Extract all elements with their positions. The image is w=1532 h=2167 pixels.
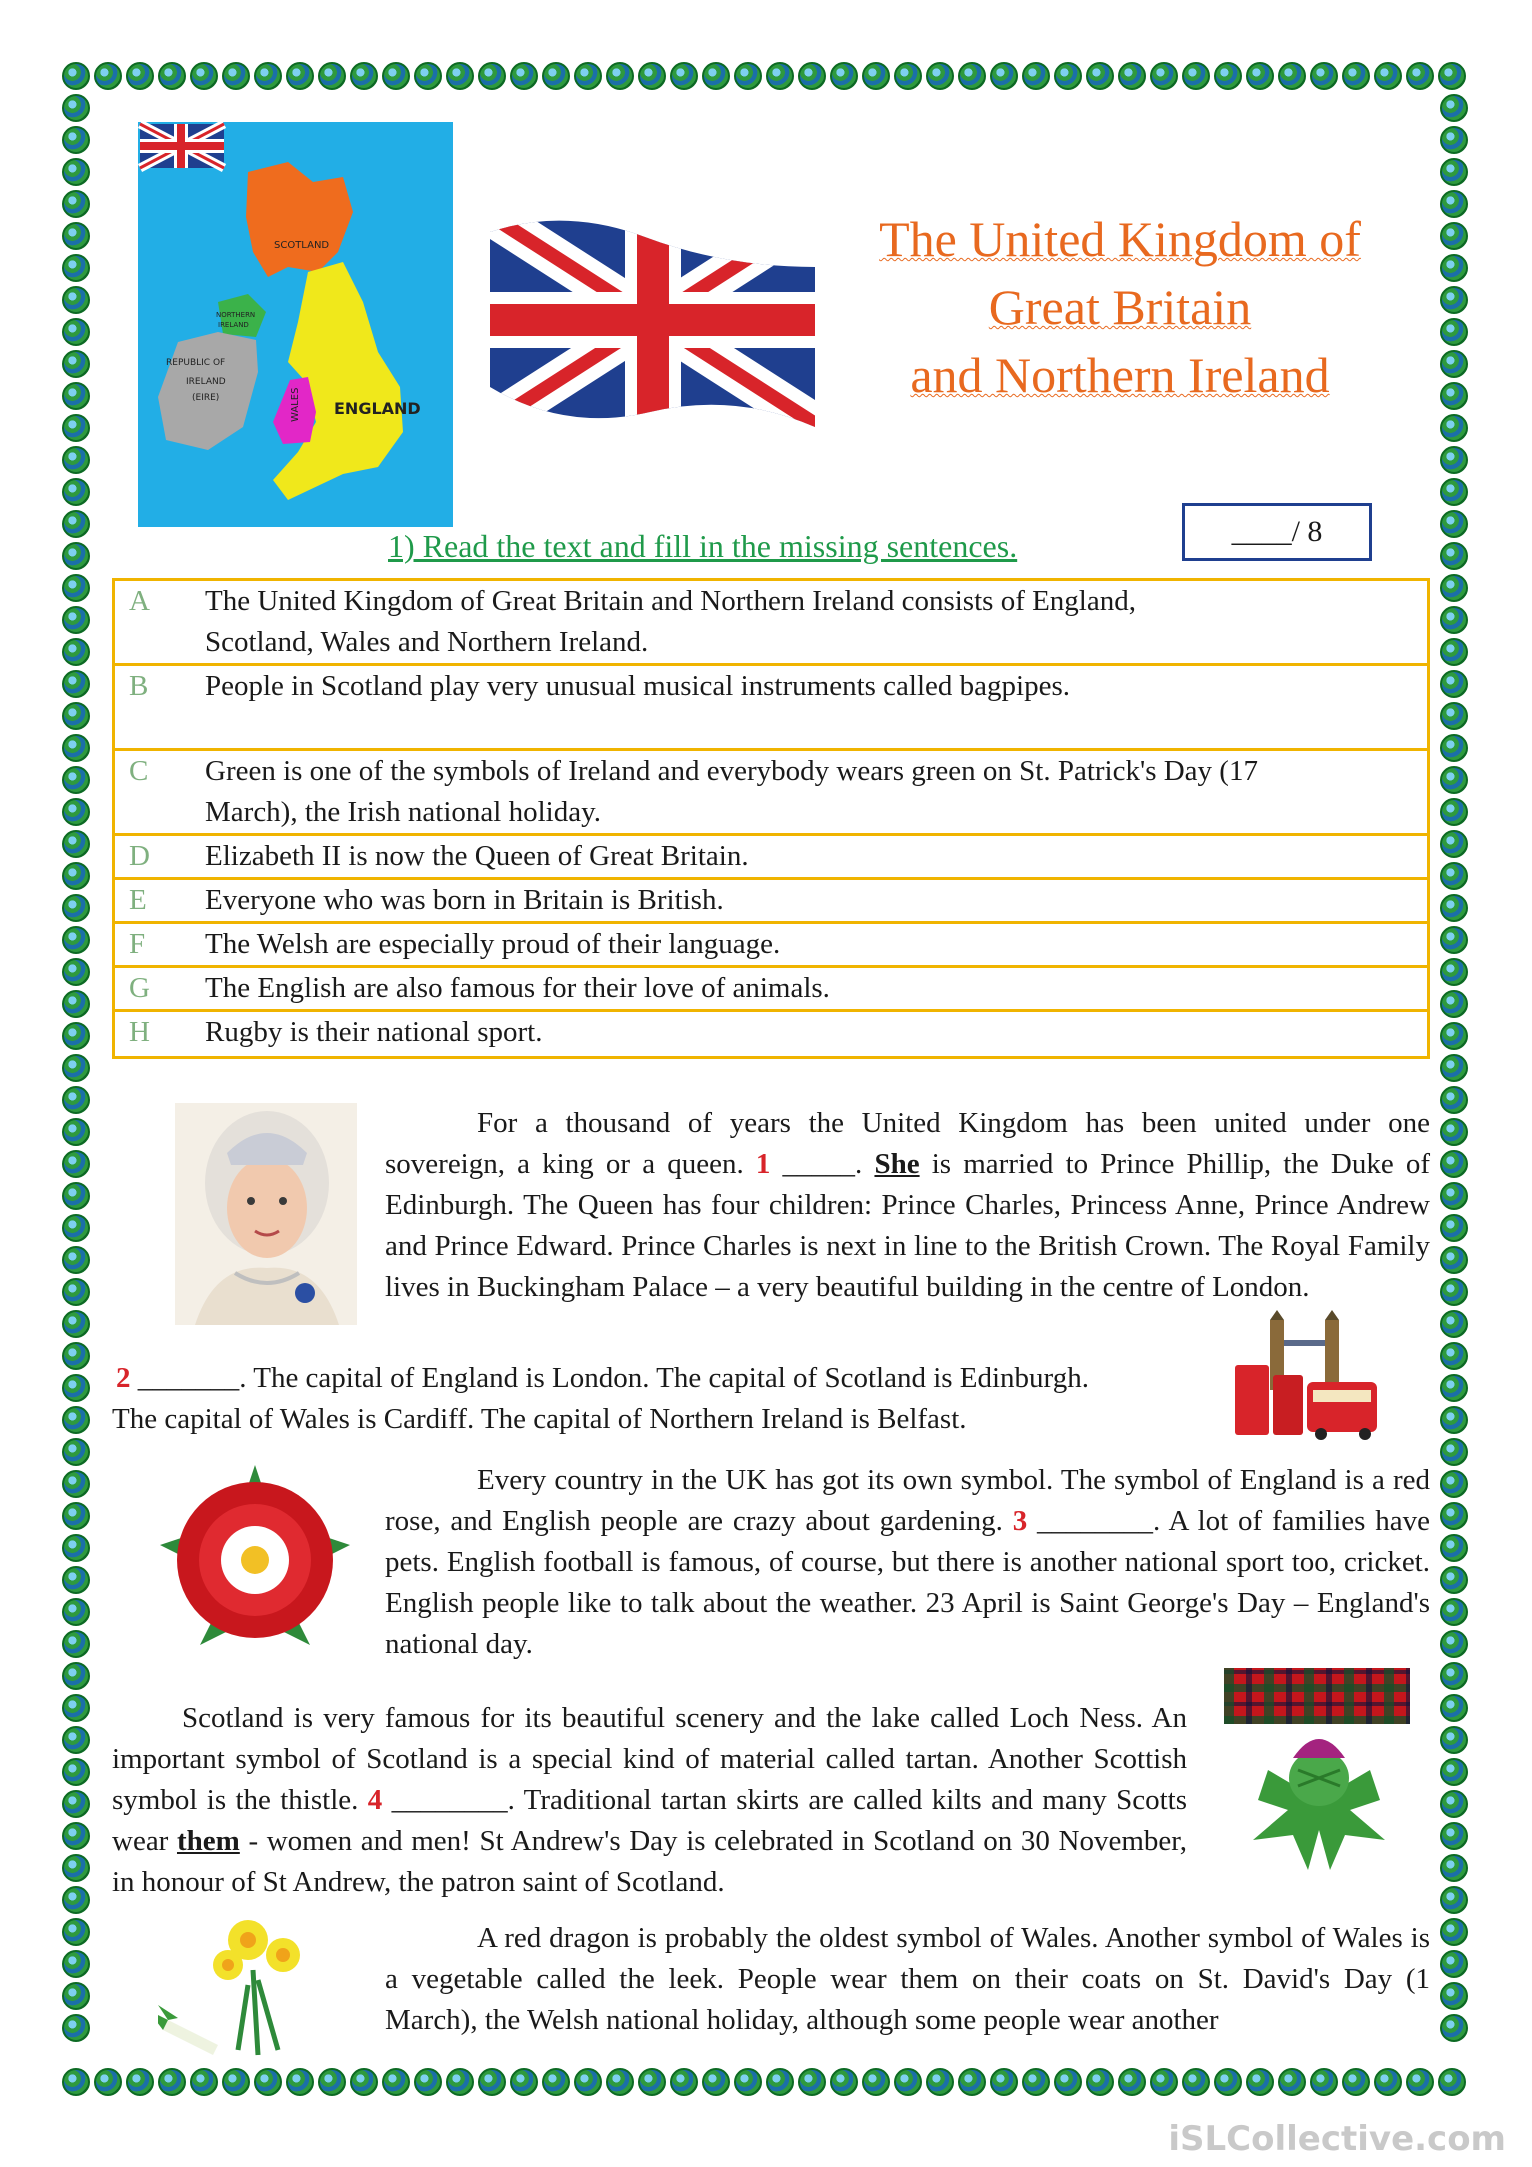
globe-border-icon	[1054, 62, 1082, 90]
title-line-1: The United Kingdom of	[879, 211, 1361, 267]
globe-border-icon	[702, 2068, 730, 2096]
globe-border-icon	[1440, 766, 1468, 794]
globe-border-icon	[862, 62, 890, 90]
globe-border-icon	[62, 830, 90, 858]
globe-border-icon	[62, 350, 90, 378]
globe-border-icon	[1214, 62, 1242, 90]
globe-border-icon	[1440, 382, 1468, 410]
globe-border-icon	[62, 2068, 90, 2096]
globe-border-icon	[62, 286, 90, 314]
globe-border-icon	[254, 2068, 282, 2096]
blank-4[interactable]: ________. Traditional tartan skirts are called kilts and many Scotts wear	[112, 1784, 1187, 1857]
globe-border-icon	[1440, 894, 1468, 922]
globe-border-icon	[1440, 94, 1468, 122]
globe-border-icon	[1440, 1374, 1468, 1402]
globe-border-icon	[62, 1950, 90, 1978]
globe-border-icon	[1440, 830, 1468, 858]
globe-border-icon	[286, 62, 314, 90]
globe-border-icon	[1440, 1246, 1468, 1274]
globe-border-icon	[62, 542, 90, 570]
option-text: The United Kingdom of Great Britain and Northern Ireland consists of England, Scotland, Wales and Northern Ireland.	[205, 585, 1136, 658]
map-label-scotland: SCOTLAND	[274, 240, 330, 251]
globe-border-icon	[542, 62, 570, 90]
globe-border-icon	[286, 2068, 314, 2096]
globe-border-icon	[1440, 286, 1468, 314]
daffodil-leek-image	[158, 1910, 328, 2060]
globe-border-icon	[1342, 2068, 1370, 2096]
map-label-ni: NORTHERN	[216, 311, 256, 319]
globe-border-icon	[62, 1150, 90, 1178]
globe-border-icon	[1022, 2068, 1050, 2096]
globe-border-icon	[62, 1790, 90, 1818]
globe-border-icon	[1440, 542, 1468, 570]
globe-border-icon	[1440, 638, 1468, 666]
watermark: iSLCollective.com	[1168, 2119, 1506, 2159]
globe-border-icon	[1440, 510, 1468, 538]
globe-border-icon	[1310, 2068, 1338, 2096]
globe-border-icon	[62, 862, 90, 890]
paragraph-wales	[385, 1918, 1430, 2041]
globe-border-icon	[1440, 1918, 1468, 1946]
globe-border-icon	[62, 1854, 90, 1882]
globe-border-icon	[1440, 190, 1468, 218]
globe-border-icon	[382, 62, 410, 90]
p3-text-a: Every country in the UK has got its own symbol. The symbol of England is a red rose, and English people are crazy about gardening.	[385, 1464, 1430, 1537]
p2-text-b: The capital of Wales is Cardiff. The capital of Northern Ireland is Belfast.	[112, 1403, 967, 1435]
globe-border-icon	[1086, 2068, 1114, 2096]
p1-underlined: She	[874, 1148, 920, 1180]
exercise-instruction: 1) Read the text and fill in the missing sentences.	[388, 528, 1018, 564]
globe-border-icon	[606, 62, 634, 90]
globe-border-icon	[62, 1918, 90, 1946]
globe-border-icon	[62, 1822, 90, 1850]
globe-border-icon	[542, 2068, 570, 2096]
globe-border-icon	[62, 766, 90, 794]
map-flag-icon	[140, 124, 224, 168]
border-bottom	[62, 2068, 1466, 2096]
globe-border-icon	[158, 2068, 186, 2096]
paragraph-capitals	[112, 1358, 1222, 1440]
globe-border-icon	[1440, 926, 1468, 954]
option-text: People in Scotland play very unusual musical instruments called bagpipes.	[205, 670, 1070, 702]
globe-border-icon	[1246, 62, 1274, 90]
globe-border-icon	[1342, 62, 1370, 90]
globe-border-icon	[798, 62, 826, 90]
tartan-image	[1224, 1668, 1410, 1724]
globe-border-icon	[62, 894, 90, 922]
tudor-rose-image	[160, 1465, 350, 1655]
globe-border-icon	[1440, 1886, 1468, 1914]
globe-border-icon	[1440, 1406, 1468, 1434]
globe-border-icon	[190, 2068, 218, 2096]
option-key: G	[129, 972, 150, 1004]
globe-border-icon	[62, 1246, 90, 1274]
globe-border-icon	[62, 1726, 90, 1754]
globe-border-icon	[62, 958, 90, 986]
option-row	[115, 880, 1427, 924]
globe-border-icon	[446, 62, 474, 90]
globe-border-icon	[1150, 62, 1178, 90]
option-text: Green is one of the symbols of Ireland and everybody wears green on St. Patrick's Day (17 March), the Irish national holiday.	[205, 755, 1258, 828]
globe-border-icon	[1440, 1950, 1468, 1978]
option-row	[115, 666, 1427, 751]
globe-border-icon	[1440, 1118, 1468, 1146]
globe-border-icon	[1440, 958, 1468, 986]
globe-border-icon	[478, 2068, 506, 2096]
globe-border-icon	[62, 734, 90, 762]
p4-underlined: them	[176, 1825, 240, 1857]
option-text: Everyone who was born in Britain is British.	[205, 884, 724, 916]
globe-border-icon	[990, 62, 1018, 90]
page-title	[820, 205, 1420, 409]
globe-border-icon	[62, 62, 90, 90]
globe-border-icon	[1246, 2068, 1274, 2096]
globe-border-icon	[1440, 734, 1468, 762]
globe-border-icon	[126, 62, 154, 90]
globe-border-icon	[62, 222, 90, 250]
globe-border-icon	[1440, 1342, 1468, 1370]
globe-border-icon	[62, 990, 90, 1018]
globe-border-icon	[670, 2068, 698, 2096]
globe-border-icon	[1054, 2068, 1082, 2096]
globe-border-icon	[62, 606, 90, 634]
globe-border-icon	[62, 638, 90, 666]
globe-border-icon	[830, 62, 858, 90]
blank-3[interactable]: ________. A lot of families have pets. English football is famous, of course, but there is another national sport too, cricket. English people like to talk about the weather. 23 April is Saint George's Day – England's national day.	[385, 1505, 1430, 1660]
option-key: H	[129, 1016, 150, 1048]
globe-border-icon	[1440, 1502, 1468, 1530]
globe-border-icon	[1438, 62, 1466, 90]
globe-border-icon	[94, 62, 122, 90]
globe-border-icon	[62, 1182, 90, 1210]
globe-border-icon	[62, 158, 90, 186]
p1-text-c: is married to Prince Phillip, the Duke of Edinburgh. The Queen has four children: Prince Charles, Princess Anne, Prince Andrew and Prince Edward. Prince Charles is next in line to the British Crown. The Royal Family lives in Buckingham Palace – a very beautiful building in the centre of London.	[385, 1148, 1431, 1303]
svg-text:IRELAND: IRELAND	[218, 321, 249, 329]
map-label-roi: REPUBLIC OF	[166, 358, 226, 368]
option-row	[115, 968, 1427, 1012]
globe-border-icon	[62, 414, 90, 442]
globe-border-icon	[62, 1982, 90, 2010]
globe-border-icon	[1440, 126, 1468, 154]
globe-border-icon	[1278, 2068, 1306, 2096]
globe-border-icon	[1086, 62, 1114, 90]
globe-border-icon	[1440, 254, 1468, 282]
blank-1[interactable]: _____.	[770, 1148, 875, 1180]
globe-border-icon	[1440, 1982, 1468, 2010]
globe-border-icon	[62, 574, 90, 602]
globe-border-icon	[1182, 2068, 1210, 2096]
globe-border-icon	[94, 2068, 122, 2096]
globe-border-icon	[766, 62, 794, 90]
globe-border-icon	[1440, 1150, 1468, 1178]
option-text: Elizabeth II is now the Queen of Great Britain.	[205, 840, 749, 872]
globe-border-icon	[926, 62, 954, 90]
union-jack-flag-icon	[485, 212, 820, 427]
globe-border-icon	[414, 2068, 442, 2096]
p4-text-a: Scotland is very famous for its beautiful scenery and the lake called Loch Ness. An important symbol of Scotland is a special kind of material called tartan. Another Scottish symbol is the thistle.	[112, 1702, 1187, 1816]
globe-border-icon	[1440, 670, 1468, 698]
globe-border-icon	[222, 2068, 250, 2096]
globe-border-icon	[62, 798, 90, 826]
globe-border-icon	[958, 62, 986, 90]
globe-border-icon	[766, 2068, 794, 2096]
blank-number-3: 3	[1012, 1505, 1028, 1537]
globe-border-icon	[1310, 62, 1338, 90]
globe-border-icon	[62, 1662, 90, 1690]
blank-number-2: 2	[116, 1362, 131, 1394]
globe-border-icon	[62, 1534, 90, 1562]
globe-border-icon	[1440, 1054, 1468, 1082]
blank-2[interactable]: _______. The capital of England is London. The capital of Scotland is Edinburgh.	[130, 1362, 1089, 1394]
globe-border-icon	[62, 1374, 90, 1402]
globe-border-icon	[1440, 1662, 1468, 1690]
globe-border-icon	[1440, 798, 1468, 826]
globe-border-icon	[62, 446, 90, 474]
globe-border-icon	[382, 2068, 410, 2096]
globe-border-icon	[62, 190, 90, 218]
globe-border-icon	[798, 2068, 826, 2096]
globe-border-icon	[670, 62, 698, 90]
globe-border-icon	[1440, 1470, 1468, 1498]
p5-text: A red dragon is probably the oldest symbol of Wales. Another symbol of Wales is a vegetable called the leek. People wear them on their coats on St. David's Day (1 March), the Welsh national holiday, although some people wear another	[385, 1922, 1430, 2036]
globe-border-icon	[1278, 62, 1306, 90]
globe-border-icon	[1440, 222, 1468, 250]
globe-border-icon	[62, 1502, 90, 1530]
globe-border-icon	[350, 2068, 378, 2096]
globe-border-icon	[574, 62, 602, 90]
globe-border-icon	[638, 2068, 666, 2096]
globe-border-icon	[478, 62, 506, 90]
globe-border-icon	[62, 94, 90, 122]
globe-border-icon	[1440, 1758, 1468, 1786]
svg-text:IRELAND: IRELAND	[186, 377, 226, 387]
globe-border-icon	[894, 2068, 922, 2096]
globe-border-icon	[62, 1054, 90, 1082]
globe-border-icon	[510, 62, 538, 90]
option-key: A	[129, 585, 150, 617]
globe-border-icon	[606, 2068, 634, 2096]
map-scotland	[246, 162, 353, 277]
globe-border-icon	[1440, 574, 1468, 602]
globe-border-icon	[1440, 862, 1468, 890]
globe-border-icon	[1440, 1086, 1468, 1114]
globe-border-icon	[62, 1630, 90, 1658]
globe-border-icon	[62, 126, 90, 154]
globe-border-icon	[862, 2068, 890, 2096]
globe-border-icon	[1440, 1630, 1468, 1658]
border-left	[62, 94, 90, 2042]
thistle-image	[1248, 1730, 1390, 1872]
globe-border-icon	[1440, 606, 1468, 634]
globe-border-icon	[1440, 414, 1468, 442]
options-table	[112, 578, 1430, 1059]
globe-border-icon	[1438, 2068, 1466, 2096]
option-row	[115, 924, 1427, 968]
globe-border-icon	[1374, 62, 1402, 90]
globe-border-icon	[62, 702, 90, 730]
globe-border-icon	[1022, 62, 1050, 90]
globe-border-icon	[1182, 62, 1210, 90]
p1-text-a: For a thousand of years the United Kingdom has been united under one sovereign, a king or a queen.	[385, 1107, 1430, 1180]
globe-border-icon	[734, 62, 762, 90]
map-label-wales: WALES	[290, 387, 301, 422]
paragraph-royal-family	[385, 1103, 1430, 1308]
globe-border-icon	[190, 62, 218, 90]
globe-border-icon	[126, 2068, 154, 2096]
globe-border-icon	[62, 1406, 90, 1434]
globe-border-icon	[318, 62, 346, 90]
globe-border-icon	[1440, 702, 1468, 730]
globe-border-icon	[702, 62, 730, 90]
globe-border-icon	[62, 510, 90, 538]
map-ireland	[158, 332, 258, 450]
globe-border-icon	[990, 2068, 1018, 2096]
globe-border-icon	[1440, 350, 1468, 378]
globe-border-icon	[926, 2068, 954, 2096]
globe-border-icon	[62, 1342, 90, 1370]
globe-border-icon	[1118, 62, 1146, 90]
globe-border-icon	[894, 62, 922, 90]
globe-border-icon	[1440, 1790, 1468, 1818]
option-key: C	[129, 755, 149, 787]
globe-border-icon	[1374, 2068, 1402, 2096]
globe-border-icon	[62, 1310, 90, 1338]
globe-border-icon	[1440, 1438, 1468, 1466]
border-right	[1440, 94, 1468, 2042]
option-key: D	[129, 840, 150, 872]
globe-border-icon	[62, 1022, 90, 1050]
globe-border-icon	[62, 1214, 90, 1242]
score-box[interactable]: ____/ 8	[1182, 503, 1372, 561]
blank-number-1: 1	[755, 1148, 771, 1180]
globe-border-icon	[1118, 2068, 1146, 2096]
globe-border-icon	[62, 1470, 90, 1498]
option-text: Rugby is their national sport.	[205, 1016, 543, 1048]
svg-text:(EIRE): (EIRE)	[192, 393, 220, 403]
p4-text-c: - women and men! St Andrew's Day is celebrated in Scotland on 30 November, in honour of St Andrew, the patron saint of Scotland.	[112, 1825, 1187, 1898]
globe-border-icon	[62, 926, 90, 954]
globe-border-icon	[414, 62, 442, 90]
globe-border-icon	[734, 2068, 762, 2096]
globe-border-icon	[62, 382, 90, 410]
option-row	[115, 836, 1427, 880]
globe-border-icon	[222, 62, 250, 90]
globe-border-icon	[1440, 1278, 1468, 1306]
globe-border-icon	[62, 2014, 90, 2042]
globe-border-icon	[62, 1758, 90, 1786]
option-row	[115, 581, 1427, 666]
option-row	[115, 1012, 1427, 1056]
map-label-england: ENGLAND	[334, 399, 421, 418]
title-line-3: and Northern Ireland	[910, 347, 1330, 403]
globe-border-icon	[1440, 478, 1468, 506]
globe-border-icon	[158, 62, 186, 90]
globe-border-icon	[1440, 1694, 1468, 1722]
globe-border-icon	[1440, 1598, 1468, 1626]
globe-border-icon	[62, 1278, 90, 1306]
globe-border-icon	[958, 2068, 986, 2096]
globe-border-icon	[62, 1438, 90, 1466]
globe-border-icon	[350, 62, 378, 90]
globe-border-icon	[62, 318, 90, 346]
globe-border-icon	[1440, 1310, 1468, 1338]
globe-border-icon	[1440, 446, 1468, 474]
globe-border-icon	[62, 670, 90, 698]
globe-border-icon	[1440, 1822, 1468, 1850]
option-text: The English are also famous for their love of animals.	[205, 972, 830, 1004]
globe-border-icon	[1440, 1534, 1468, 1562]
globe-border-icon	[1440, 1182, 1468, 1210]
uk-map	[138, 122, 453, 527]
globe-border-icon	[1440, 1854, 1468, 1882]
globe-border-icon	[510, 2068, 538, 2096]
globe-border-icon	[62, 1118, 90, 1146]
globe-border-icon	[1440, 1566, 1468, 1594]
globe-border-icon	[1440, 1726, 1468, 1754]
option-row	[115, 751, 1427, 836]
globe-border-icon	[318, 2068, 346, 2096]
globe-border-icon	[1150, 2068, 1178, 2096]
title-line-2: Great Britain	[988, 279, 1252, 335]
globe-border-icon	[1440, 990, 1468, 1018]
globe-border-icon	[62, 1886, 90, 1914]
globe-border-icon	[830, 2068, 858, 2096]
globe-border-icon	[1406, 62, 1434, 90]
london-landmarks-image	[1225, 1310, 1385, 1440]
option-key: F	[129, 928, 146, 960]
globe-border-icon	[1406, 2068, 1434, 2096]
paragraph-scotland	[112, 1698, 1187, 1903]
globe-border-icon	[1440, 158, 1468, 186]
option-key: B	[129, 670, 149, 702]
globe-border-icon	[62, 1566, 90, 1594]
globe-border-icon	[1440, 1022, 1468, 1050]
globe-border-icon	[62, 1598, 90, 1626]
globe-border-icon	[254, 62, 282, 90]
globe-border-icon	[1214, 2068, 1242, 2096]
blank-number-4: 4	[367, 1784, 383, 1816]
globe-border-icon	[1440, 318, 1468, 346]
globe-border-icon	[62, 478, 90, 506]
globe-border-icon	[62, 254, 90, 282]
option-text: The Welsh are especially proud of their language.	[205, 928, 781, 960]
globe-border-icon	[62, 1086, 90, 1114]
globe-border-icon	[446, 2068, 474, 2096]
border-top	[62, 62, 1466, 90]
queen-portrait	[175, 1103, 357, 1325]
globe-border-icon	[62, 1694, 90, 1722]
globe-border-icon	[574, 2068, 602, 2096]
globe-border-icon	[638, 62, 666, 90]
option-key: E	[129, 884, 147, 916]
globe-border-icon	[1440, 1214, 1468, 1242]
paragraph-england	[385, 1460, 1430, 1665]
globe-border-icon	[1440, 2014, 1468, 2042]
